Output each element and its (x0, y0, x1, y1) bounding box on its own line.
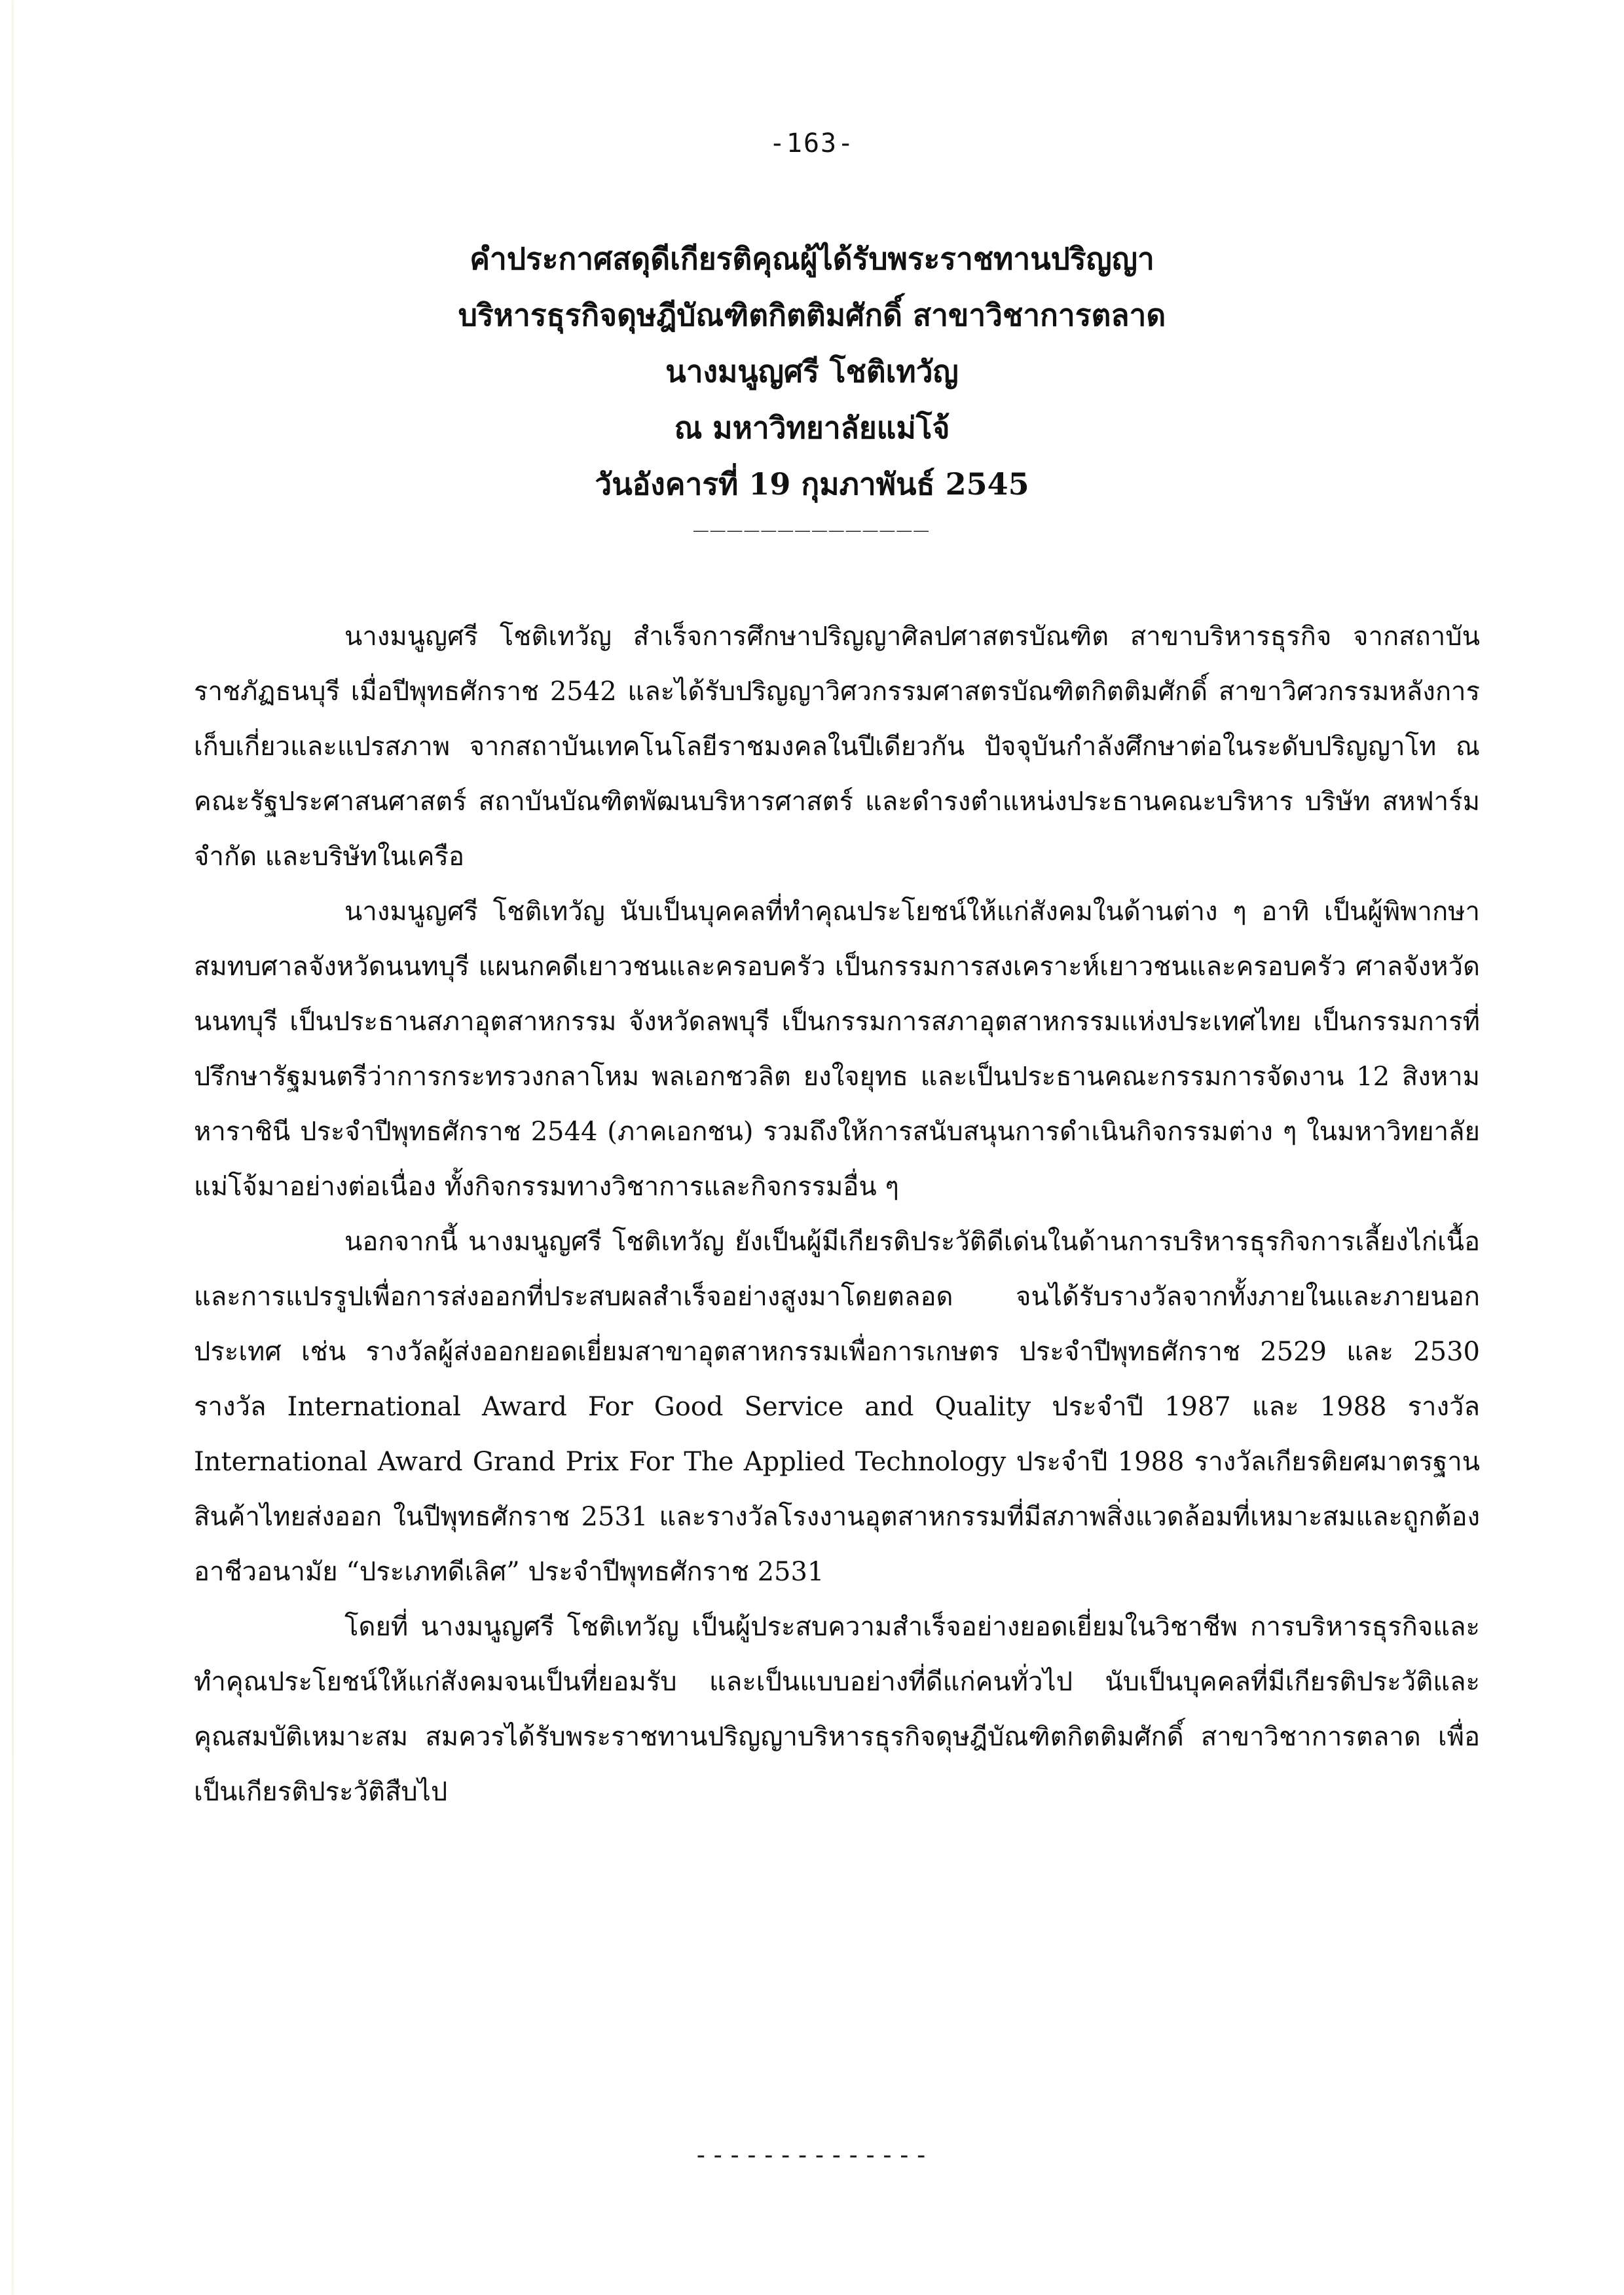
separator-top: ______________ (693, 503, 931, 532)
paragraph-social-contributions: นางมนูญศรี โชติเทวัญ นับเป็นบุคคลที่ทำคุณประโยชน์ให้แก่สังคมในด้านต่าง ๆ อาทิ เป็นผู้พิพากษาสมทบศาลจังหวัดนนทบุรี แผนกคดีเยาวชนและครอบครัว เป็นกรรมการสงเคราะห์เยาวชนและครอบครัว ศาลจังหวัดนนทบุรี เป็นประธานสภาอุตสาหกรรม จังหวัดลพบุรี เป็นกรรมการสภาอุตสาหกรรมแห่งประเทศไทย เป็นกรรมการที่ปรึกษารัฐมนตรีว่าการกระทรวงกลาโหม พลเอกชวลิต ยงใจยุทธ และเป็นประธานคณะกรรมการจัดงาน 12 สิงหามหาราชินี ประจำปีพุทธศักราช 2544 (ภาคเอกชน) รวมถึงให้การสนับสนุนการดำเนินกิจกรรมต่าง ๆ ในมหาวิทยาลัยแม่โจ้มาอย่างต่อเนื่อง ทั้งกิจกรรมทางวิชาการและกิจกรรมอื่น ๆ (194, 897, 1480, 1202)
paragraph-conclusion: โดยที่ นางมนูญศรี โชติเทวัญ เป็นผู้ประสบความสำเร็จอย่างยอดเยี่ยมในวิชาชีพ การบริหารธุรกิจและทำคุณประโยชน์ให้แก่สังคมจนเป็นที่ยอมรับ และเป็นแบบอย่างที่ดีแก่คนทั่วไป นับเป็นบุคคลที่มีเกียรติประวัติและคุณสมบัติเหมาะสม สมควรได้รับพระราชทานปริญญาบริหารธุรกิจดุษฎีบัณฑิตกิตติมศักดิ์ สาขาวิชาการตลาด เพื่อเป็นเกียรติประวัติสืบไป (194, 1612, 1480, 1807)
separator-bottom: -------------- (693, 2140, 931, 2169)
paragraph-education: นางมนูญศรี โชติเทวัญ สำเร็จการศึกษาปริญญาศิลปศาสตรบัณฑิต สาขาบริหารธุรกิจ จากสถาบันราชภัฏธนบุรี เมื่อปีพุทธศักราช 2542 และได้รับปริญญาวิศวกรรมศาสตรบัณฑิตกิตติมศักดิ์ สาขาวิศวกรรมหลังการเก็บเกี่ยวและแปรสภาพ จากสถาบันเทคโนโลยีราชมงคลในปีเดียวกัน ปัจจุบันกำลังศึกษาต่อในระดับปริญญาโท ณ คณะรัฐประศาสนศาสตร์ สถาบันบัณฑิตพัฒนบริหารศาสตร์ และดำรงตำแหน่งประธานคณะบริหาร บริษัท สหฟาร์ม จำกัด และบริษัทในเครือ (194, 622, 1480, 872)
scan-edge (12, 0, 14, 2295)
paragraph-awards: นอกจากนี้ นางมนูญศรี โชติเทวัญ ยังเป็นผู้มีเกียรติประวัติดีเด่นในด้านการบริหารธุรกิจการเลี้ยงไก่เนื้อและการแปรรูปเพื่อการส่งออกที่ประสบผลสำเร็จอย่างสูงมาโดยตลอด จนได้รับรางวัลจากทั้งภายในและภายนอกประเทศ เช่น รางวัลผู้ส่งออกยอดเยี่ยมสาขาอุตสาหกรรมเพื่อการเกษตร ประจำปีพุทธศักราช 2529 และ 2530 รางวัล International Award For Good Service and Quality ประจำปี 1987 และ 1988 รางวัล International Award Grand Prix For The Applied Technology ประจำปี 1988 รางวัลเกียรติยศมาตรฐานสินค้าไทยส่งออก ในปีพุทธศักราช 2531 และรางวัลโรงงานอุตสาหกรรมที่มีสภาพสิ่งแวดล้อมที่เหมาะสมและถูกต้องอาชีวอนามัย “ประเภทดีเลิศ” ประจำปีพุทธศักราช 2531 (194, 1227, 1480, 1587)
title-line-1: คำประกาศสดุดีเกียรติคุณผู้ได้รับพระราชทานปริญญา (470, 241, 1154, 276)
title-line-2: บริหารธุรกิจดุษฎีบัณฑิตกิตติมศักดิ์ สาขาวิชาการตลาด (458, 297, 1166, 333)
page-number: -163- (769, 128, 855, 159)
body-text (194, 609, 1480, 1819)
title-block (183, 231, 1441, 512)
venue: ณ มหาวิทยาลัยแม่โจ้ (674, 410, 950, 445)
ceremony-date: วันอังคารที่ 19 กุมภาพันธ์ 2545 (595, 466, 1029, 502)
honoree-name: นางมนูญศรี โชติเทวัญ (665, 354, 959, 389)
